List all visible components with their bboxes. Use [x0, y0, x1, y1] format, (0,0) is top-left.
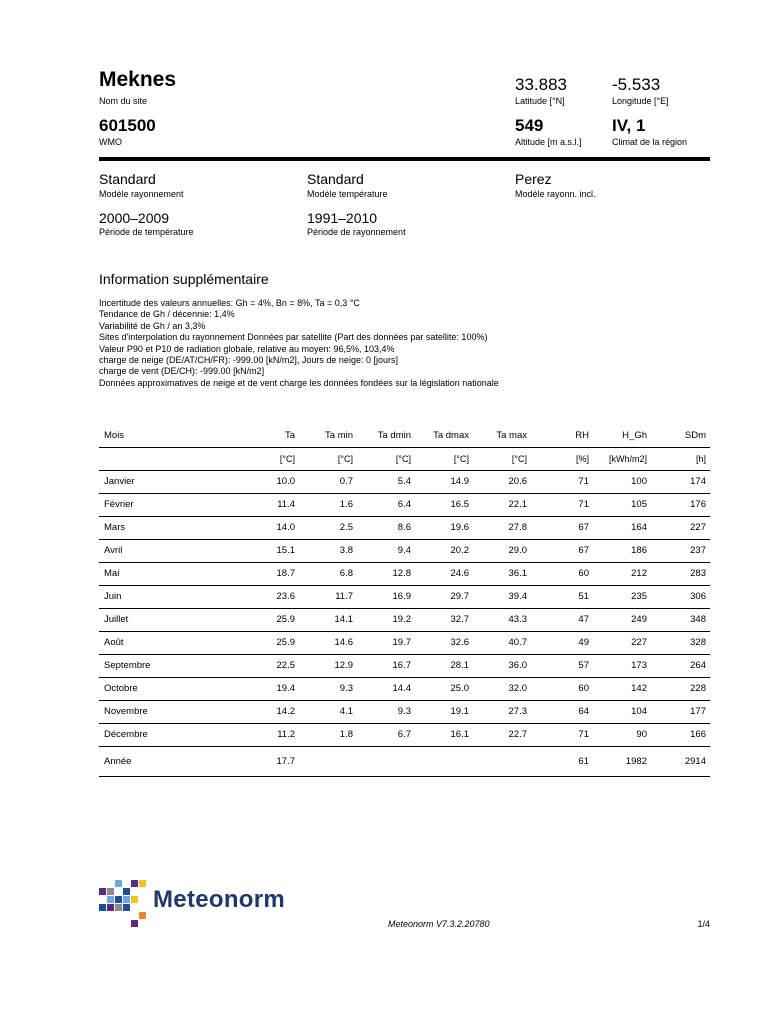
wmo-label: WMO — [99, 137, 122, 147]
value-cell: 67 — [531, 539, 593, 562]
altitude-value: 549 — [515, 116, 544, 135]
value-cell: 25.0 — [415, 677, 473, 700]
value-cell: 11.4 — [219, 493, 299, 516]
value-cell: 19.6 — [415, 516, 473, 539]
value-cell: 60 — [531, 677, 593, 700]
value-cell: 9.4 — [357, 539, 415, 562]
value-cell: 176 — [651, 493, 710, 516]
latitude-label: Latitude [°N] — [515, 96, 565, 106]
value-cell: 237 — [651, 539, 710, 562]
total-cell: 17.7 — [219, 746, 299, 776]
value-cell: 15.1 — [219, 539, 299, 562]
value-cell: 71 — [531, 493, 593, 516]
month-cell: Août — [99, 631, 219, 654]
value-cell: 14.1 — [299, 608, 357, 631]
month-cell: Juin — [99, 585, 219, 608]
value-cell: 51 — [531, 585, 593, 608]
total-cell — [473, 746, 531, 776]
value-cell: 22.5 — [219, 654, 299, 677]
unit-cell: [°C] — [299, 447, 357, 470]
value-cell: 27.8 — [473, 516, 531, 539]
value-cell: 32.0 — [473, 677, 531, 700]
value-cell: 57 — [531, 654, 593, 677]
value-cell: 25.9 — [219, 631, 299, 654]
month-cell: Juillet — [99, 608, 219, 631]
value-cell: 1.6 — [299, 493, 357, 516]
value-cell: 20.6 — [473, 470, 531, 493]
value-cell: 36.0 — [473, 654, 531, 677]
value-cell: 28.1 — [415, 654, 473, 677]
meteonorm-logo — [99, 880, 153, 932]
column-header: Mois — [99, 424, 219, 447]
unit-cell: [h] — [651, 447, 710, 470]
table-row — [99, 723, 710, 746]
value-cell: 27.3 — [473, 700, 531, 723]
table-row — [99, 539, 710, 562]
table-row — [99, 516, 710, 539]
value-cell: 67 — [531, 516, 593, 539]
info-line: Données approximatives de neige et de vent charge les données fondées sur la législation nationale — [99, 377, 499, 388]
value-cell: 14.4 — [357, 677, 415, 700]
value-cell: 0.7 — [299, 470, 357, 493]
value-cell: 16.7 — [357, 654, 415, 677]
altitude-label: Altitude [m a.s.l.] — [515, 137, 582, 147]
value-cell: 1.8 — [299, 723, 357, 746]
site-name-label: Nom du site — [99, 96, 148, 106]
value-cell: 328 — [651, 631, 710, 654]
value-cell: 235 — [593, 585, 651, 608]
info-lines — [99, 298, 499, 389]
value-cell: 14.9 — [415, 470, 473, 493]
value-cell: 164 — [593, 516, 651, 539]
info-line: Tendance de Gh / décennie: 1,4% — [99, 309, 235, 320]
radiation-model-label: Modèle rayonnement — [99, 189, 184, 199]
value-cell: 2.5 — [299, 516, 357, 539]
value-cell: 49 — [531, 631, 593, 654]
info-title: Information supplémentaire — [99, 271, 269, 287]
value-cell: 306 — [651, 585, 710, 608]
temperature-period: 2000–2009 — [99, 210, 170, 226]
value-cell: 6.8 — [299, 562, 357, 585]
value-cell: 23.6 — [219, 585, 299, 608]
column-header: H_Gh — [593, 424, 651, 447]
value-cell: 264 — [651, 654, 710, 677]
value-cell: 12.8 — [357, 562, 415, 585]
table-row — [99, 631, 710, 654]
header-divider — [99, 157, 710, 161]
value-cell: 228 — [651, 677, 710, 700]
value-cell: 283 — [651, 562, 710, 585]
value-cell: 9.3 — [357, 700, 415, 723]
value-cell: 64 — [531, 700, 593, 723]
value-cell: 11.7 — [299, 585, 357, 608]
radiation-period-label: Période de rayonnement — [307, 227, 406, 237]
incl-model: Perez — [515, 171, 552, 187]
month-cell: Mai — [99, 562, 219, 585]
value-cell: 249 — [593, 608, 651, 631]
annual-total-row — [99, 746, 710, 776]
value-cell: 142 — [593, 677, 651, 700]
value-cell: 10.0 — [219, 470, 299, 493]
value-cell: 6.4 — [357, 493, 415, 516]
value-cell: 5.4 — [357, 470, 415, 493]
column-header: Ta dmax — [415, 424, 473, 447]
unit-cell — [99, 447, 219, 470]
value-cell: 14.6 — [299, 631, 357, 654]
value-cell: 104 — [593, 700, 651, 723]
month-cell: Décembre — [99, 723, 219, 746]
radiation-period: 1991–2010 — [307, 210, 378, 226]
total-cell: 1982 — [593, 746, 651, 776]
value-cell: 177 — [651, 700, 710, 723]
climate-value: IV, 1 — [612, 116, 646, 135]
value-cell: 174 — [651, 470, 710, 493]
value-cell: 227 — [651, 516, 710, 539]
latitude-value: 33.883 — [515, 75, 567, 94]
site-name: Meknes — [99, 68, 177, 91]
value-cell: 6.7 — [357, 723, 415, 746]
value-cell: 166 — [651, 723, 710, 746]
info-line: charge de neige (DE/AT/CH/FR): -999.00 [kN/m2], Jours de neige: 0 [jours] — [99, 355, 398, 366]
value-cell: 348 — [651, 608, 710, 631]
units-row — [99, 447, 710, 470]
value-cell: 71 — [531, 470, 593, 493]
climate-label: Climat de la région — [612, 137, 688, 147]
total-cell — [357, 746, 415, 776]
page-number: 1/4 — [697, 919, 710, 929]
value-cell: 14.0 — [219, 516, 299, 539]
value-cell: 19.7 — [357, 631, 415, 654]
wmo-number: 601500 — [99, 116, 156, 135]
value-cell: 47 — [531, 608, 593, 631]
month-cell: Janvier — [99, 470, 219, 493]
value-cell: 3.8 — [299, 539, 357, 562]
value-cell: 16.9 — [357, 585, 415, 608]
table-row — [99, 470, 710, 493]
unit-cell: [°C] — [415, 447, 473, 470]
value-cell: 19.1 — [415, 700, 473, 723]
info-line: Variabilité de Gh / an 3,3% — [99, 320, 206, 331]
value-cell: 43.3 — [473, 608, 531, 631]
month-cell: Avril — [99, 539, 219, 562]
column-header: Ta dmin — [357, 424, 415, 447]
info-line: Sites d'interpolation du rayonnement Données par satellite (Part des données par satellite: 100%) — [99, 332, 488, 343]
total-cell: 61 — [531, 746, 593, 776]
table-row — [99, 654, 710, 677]
month-cell: Septembre — [99, 654, 219, 677]
info-line: Valeur P90 et P10 de radiation globale, relative au moyen: 96,5%, 103,4% — [99, 343, 395, 354]
value-cell: 12.9 — [299, 654, 357, 677]
value-cell: 39.4 — [473, 585, 531, 608]
value-cell: 227 — [593, 631, 651, 654]
value-cell: 20.2 — [415, 539, 473, 562]
temperature-period-label: Période de température — [99, 227, 194, 237]
table-row — [99, 585, 710, 608]
value-cell: 19.2 — [357, 608, 415, 631]
unit-cell: [°C] — [357, 447, 415, 470]
value-cell: 25.9 — [219, 608, 299, 631]
longitude-value: -5.533 — [612, 75, 661, 94]
incl-model-label: Modèle rayonn. incl. — [515, 189, 596, 199]
month-cell: Février — [99, 493, 219, 516]
value-cell: 22.7 — [473, 723, 531, 746]
value-cell: 19.4 — [219, 677, 299, 700]
year-label-cell: Année — [99, 746, 219, 776]
temperature-model-label: Modèle température — [307, 189, 388, 199]
value-cell: 100 — [593, 470, 651, 493]
value-cell: 36.1 — [473, 562, 531, 585]
value-cell: 16.1 — [415, 723, 473, 746]
value-cell: 8.6 — [357, 516, 415, 539]
month-cell: Mars — [99, 516, 219, 539]
unit-cell: [%] — [531, 447, 593, 470]
unit-cell: [°C] — [219, 447, 299, 470]
value-cell: 4.1 — [299, 700, 357, 723]
table-row — [99, 493, 710, 516]
column-header: RH — [531, 424, 593, 447]
value-cell: 16.5 — [415, 493, 473, 516]
info-line: Incertitude des valeurs annuelles: Gh = 4%, Bn = 8%, Ta = 0,3 °C — [99, 298, 360, 308]
value-cell: 24.6 — [415, 562, 473, 585]
climate-table — [99, 424, 710, 777]
value-cell: 22.1 — [473, 493, 531, 516]
total-cell: 2914 — [651, 746, 710, 776]
footer-version: Meteonorm V7.3.2.20780 — [388, 919, 490, 929]
value-cell: 71 — [531, 723, 593, 746]
table-header-row — [99, 424, 710, 447]
value-cell: 186 — [593, 539, 651, 562]
total-cell — [415, 746, 473, 776]
table-row — [99, 562, 710, 585]
value-cell: 32.6 — [415, 631, 473, 654]
value-cell: 105 — [593, 493, 651, 516]
value-cell: 29.7 — [415, 585, 473, 608]
table-row — [99, 608, 710, 631]
column-header: Ta min — [299, 424, 357, 447]
value-cell: 18.7 — [219, 562, 299, 585]
table-row — [99, 700, 710, 723]
temperature-model: Standard — [307, 171, 364, 187]
value-cell: 173 — [593, 654, 651, 677]
logo-text: Meteonorm — [153, 886, 286, 913]
value-cell: 11.2 — [219, 723, 299, 746]
value-cell: 212 — [593, 562, 651, 585]
column-header: Ta max — [473, 424, 531, 447]
value-cell: 29.0 — [473, 539, 531, 562]
unit-cell: [kWh/m2] — [593, 447, 651, 470]
column-header: Ta — [219, 424, 299, 447]
unit-cell: [°C] — [473, 447, 531, 470]
value-cell: 40.7 — [473, 631, 531, 654]
value-cell: 14.2 — [219, 700, 299, 723]
value-cell: 60 — [531, 562, 593, 585]
info-line: charge de vent (DE/CH): -999.00 [kN/m2] — [99, 366, 265, 377]
value-cell: 9.3 — [299, 677, 357, 700]
radiation-model: Standard — [99, 171, 156, 187]
column-header: SDm — [651, 424, 710, 447]
month-cell: Novembre — [99, 700, 219, 723]
total-cell — [299, 746, 357, 776]
longitude-label: Longitude [°E] — [612, 96, 669, 106]
month-cell: Octobre — [99, 677, 219, 700]
value-cell: 32.7 — [415, 608, 473, 631]
value-cell: 90 — [593, 723, 651, 746]
table-row — [99, 677, 710, 700]
